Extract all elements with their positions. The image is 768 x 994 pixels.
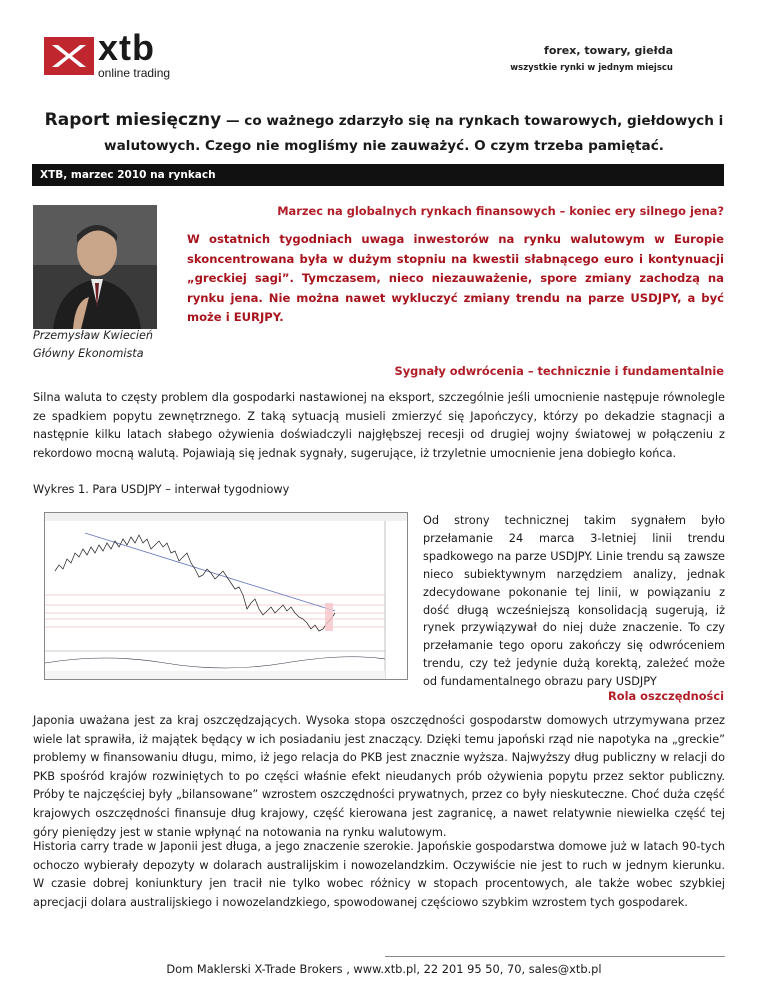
section1-heading: Marzec na globalnych rynkach finansowych – koniec ery silnego jena? (277, 204, 724, 218)
author-title: Główny Ekonomista (33, 347, 144, 360)
usdjpy-chart-image (44, 512, 408, 680)
author-block (33, 327, 153, 363)
section1-lead: W ostatnich tygodniach uwaga inwestorów na rynku walutowym w Europie skoncentrowana była w dużym stopniu na kwestii słabnącego euro i kontynuacji „greckiej sagi”. Tymczasem, nieco niezauważenie, spore zmiany zachodzą na rynku jena. Nie można nawet wykluczyć zmiany trendu na parze USDJPY, a być może i EURJPY. (187, 232, 724, 325)
report-title-main: Raport miesięczny (44, 110, 222, 130)
chart-caption: Wykres 1. Para USDJPY – interwał tygodniowy (33, 483, 290, 496)
logo-wordmark: xtb (98, 27, 155, 68)
section-bar: XTB, marzec 2010 na rynkach (32, 164, 724, 186)
xtb-x-logo-icon (44, 37, 94, 75)
tagline-secondary: wszystkie rynki w jednym miejscu (510, 63, 673, 73)
section3-paragraph-1: Japonia uważana jest za kraj oszczędzających. Wysoka stopa oszczędności gospodarstw domowych utrzymywana przez wiele lat sprawiła, iż majątek będący w ich posiadaniu jest znaczący. Dzięki temu japoński rząd nie napotyka na „greckie” problemy w finansowaniu długu, mimo, iż jego relacja do PKB jest znacznie wyższa. Najwyższy dług publiczny w relacji do PKB spośród krajów rozwiniętych to po części właśnie efekt nieudanych prób ożywienia popytu przez sektor publiczny. Próby te najczęściej były „bilansowane” wzrostem oszczędności prywatnych, przez co były nieskuteczne. Choć duża część krajowych oszczędności finansuje dług krajowy, część kierowana jest zagranicę, a nawet relatywnie niewielka część tej góry pieniędzy jest w stanie wpłynąć na notowania na rynku walutowym. (33, 714, 725, 839)
author-name: Przemysław Kwiecień (33, 329, 153, 342)
section3-heading: Rola oszczędności (607, 689, 724, 703)
report-title-rest-2: walutowych. Czego nie mogliśmy nie zauważyć. O czym trzeba pamiętać. (104, 138, 664, 154)
footer-contact: Dom Maklerski X-Trade Brokers , www.xtb.pl, 22 201 95 50, 70, sales@xtb.pl (166, 962, 602, 976)
author-portrait (33, 205, 157, 329)
footer-divider (385, 956, 725, 957)
chart-side-text: Od strony technicznej takim sygnałem było przełamanie 24 marca 3-letniej linii trendu spadkowego na parze USDJPY. Linie trendu są zawsze nieco subiektywnym narzędziem analizy, jednak zdecydowane pokonanie tej linii, w powiązaniu z dość długą wcześniejszą konsolidacją sugerują, iż rynek przywiązywał do niej duże znaczenie. To czy przełamanie tego oporu zakończy się odwróceniem trendu, czy też jedynie dużą korektą, zależeć może od fundamentalnego obrazu pary USDJPY (423, 514, 725, 689)
report-title-rest-1: — co ważnego zdarzyło się na rynkach towarowych, giełdowych i (221, 113, 724, 129)
tagline-primary: forex, towary, giełda (544, 44, 673, 57)
report-title (0, 108, 768, 159)
section3-paragraph-2: Historia carry trade w Japonii jest długa, a jego znaczenie szerokie. Japońskie gospodarstwa domowe już w latach 90-tych ochoczo wybierały depozyty w dolarach australijskim i nowozelandzkim. Oczywiście nie jest to ruch w jednym kierunku. W czasie dobrej koniunktury jen tracił nie tylko wobec różnicy w stopach procentowych, ale także wobec szybkiej aprecjacji dolara australijskiego i nowozelandzkiego, spowodowanej częściowo szybkim wzrostem tych gospodarek. (33, 840, 725, 909)
section2-heading: Sygnały odwrócenia – technicznie i fundamentalnie (394, 364, 724, 378)
section2-paragraph: Silna waluta to częsty problem dla gospodarki nastawionej na eksport, szczególnie jeśli umocnienie następuje równolegle ze spadkiem popytu zewnętrznego. Z taką sytuacją musieli zmierzyć się Japończycy, którzy po dekadzie stagnacji a następnie kilku latach słabego ożywienia doświadczyli najgłębszej recesji od drugiej wojny światowej w połączeniu z rekordowo mocną walutą. Pojawiają się jednak sygnały, sugerujące, iż trzyletnie umocnienie jena dobiegło końca. (33, 391, 725, 460)
logo-subtitle: online trading (98, 66, 171, 80)
